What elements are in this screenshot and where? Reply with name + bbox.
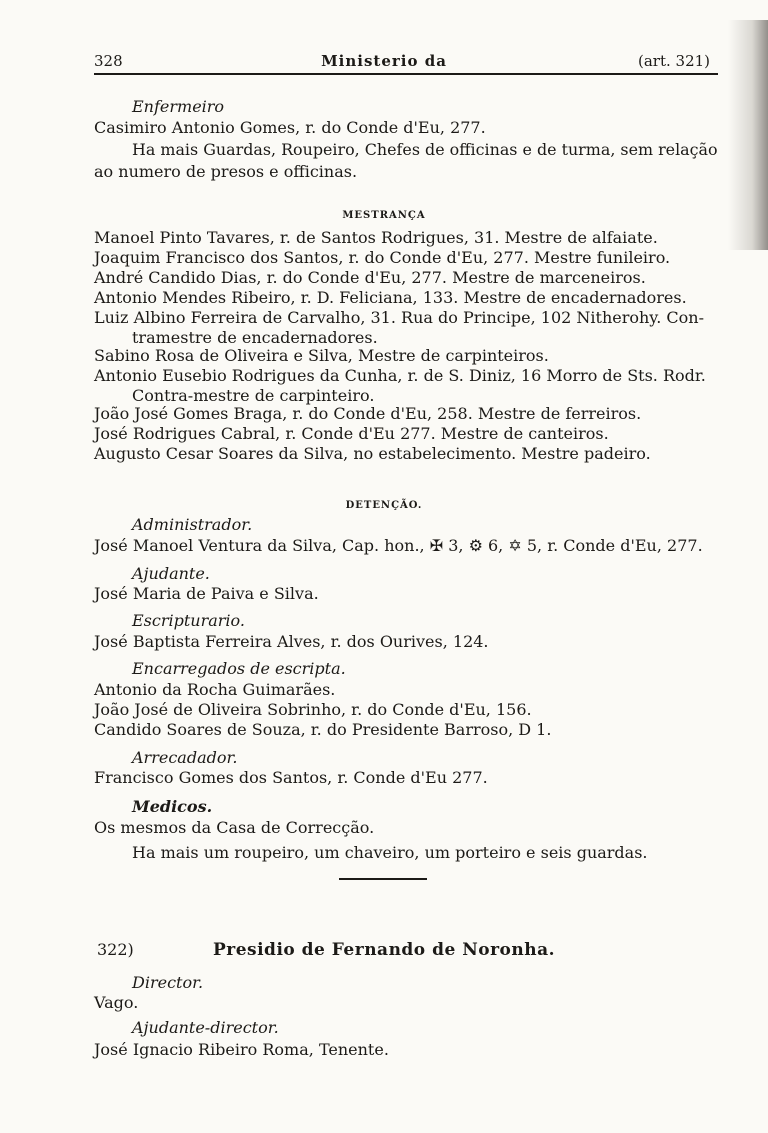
detencao-title: DETENÇÃO. — [345, 500, 423, 511]
mestranca-line: Luiz Albino Ferreira de Carvalho, 31. Rua do Principe, 102 Nitherohy. Con- — [94, 308, 704, 327]
ajudante-director-line: José Ignacio Ribeiro Roma, Tenente. — [94, 1040, 389, 1059]
mestranca-line: André Candido Dias, r. do Conde d'Eu, 277. Mestre de marceneiros. — [94, 268, 646, 287]
ajudante-heading: Ajudante. — [132, 564, 210, 583]
enfermeiro-note-1: Ha mais Guardas, Roupeiro, Chefes de officinas e de turma, sem relação — [132, 140, 718, 159]
mestranca-title: MESTRANÇA — [342, 210, 426, 221]
arrecadador-line: Francisco Gomes dos Santos, r. Conde d'Eu 277. — [94, 768, 488, 787]
encarregados-line: Candido Soares de Souza, r. do Presidente Barroso, D 1. — [94, 720, 552, 739]
enfermeiro-note-2: ao numero de presos e officinas. — [94, 162, 358, 181]
mestranca-line: Manoel Pinto Tavares, r. de Santos Rodrigues, 31. Mestre de alfaiate. — [94, 228, 658, 247]
mestranca-line: Sabino Rosa de Oliveira e Silva, Mestre de carpinteiros. — [94, 346, 549, 365]
medicos-heading: Medicos. — [132, 797, 213, 816]
encarregados-line: João José de Oliveira Sobrinho, r. do Conde d'Eu, 156. — [94, 700, 532, 719]
mestranca-line: tramestre de encadernadores. — [132, 328, 378, 347]
encarregados-line: Antonio da Rocha Guimarães. — [94, 680, 336, 699]
mestranca-line: João José Gomes Braga, r. do Conde d'Eu, 258. Mestre de ferreiros. — [94, 404, 642, 423]
administrador-line: José Manoel Ventura da Silva, Cap. hon., ✠ 3, ⚙ 6, ✡ 5, r. Conde d'Eu, 277. — [94, 536, 703, 555]
mestranca-line: Contra-mestre de carpinteiro. — [132, 386, 375, 405]
ajudante-director-heading: Ajudante-director. — [132, 1018, 279, 1037]
presidio-number: 322) — [97, 940, 134, 959]
mestranca-line: Augusto Cesar Soares da Silva, no estabelecimento. Mestre padeiro. — [94, 444, 651, 463]
director-heading: Director. — [132, 973, 204, 992]
mestranca-line: Antonio Mendes Ribeiro, r. D. Feliciana, 133. Mestre de encadernadores. — [94, 288, 687, 307]
article-reference: (art. 321) — [638, 52, 711, 70]
escripturario-heading: Escripturario. — [132, 611, 245, 630]
mestranca-line: Joaquim Francisco dos Santos, r. do Conde d'Eu, 277. Mestre funileiro. — [94, 248, 671, 267]
detencao-closing-note: Ha mais um roupeiro, um chaveiro, um porteiro e seis guardas. — [132, 843, 648, 862]
section-divider — [339, 878, 427, 880]
medicos-line: Os mesmos da Casa de Correcção. — [94, 818, 375, 837]
arrecadador-heading: Arrecadador. — [132, 748, 238, 767]
presidio-title: Presidio de Fernando de Noronha. — [212, 940, 556, 960]
ajudante-line: José Maria de Paiva e Silva. — [94, 584, 319, 603]
running-title: Ministerio da — [321, 52, 447, 70]
mestranca-line: Antonio Eusebio Rodrigues da Cunha, r. de S. Diniz, 16 Morro de Sts. Rodr. — [94, 366, 706, 385]
header-rule — [94, 73, 718, 75]
enfermeiro-line: Casimiro Antonio Gomes, r. do Conde d'Eu, 277. — [94, 118, 486, 137]
page-number: 328 — [94, 52, 123, 70]
director-line: Vago. — [94, 993, 139, 1012]
encarregados-heading: Encarregados de escripta. — [132, 659, 346, 678]
mestranca-line: José Rodrigues Cabral, r. Conde d'Eu 277. Mestre de canteiros. — [94, 424, 609, 443]
escripturario-line: José Baptista Ferreira Alves, r. dos Ourives, 124. — [94, 632, 489, 651]
administrador-heading: Administrador. — [132, 515, 253, 534]
enfermeiro-heading: Enfermeiro — [132, 97, 225, 116]
